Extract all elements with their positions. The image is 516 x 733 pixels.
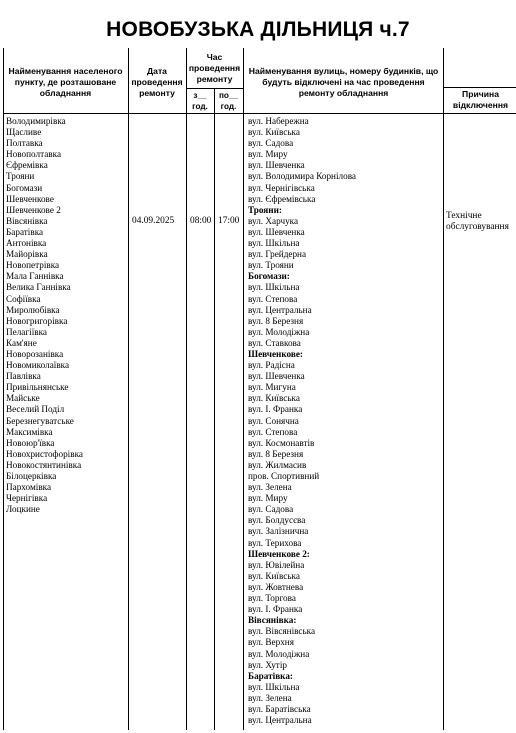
settlement-item: Миролюбівка (6, 304, 60, 315)
street-item: вул. Ювілейна (248, 559, 305, 570)
street-item: вул. Верхня (248, 637, 294, 648)
street-item: вул. Зелена (248, 692, 292, 703)
settlement-item: Пархомівка (6, 482, 52, 493)
header-reason: Причина відключення (452, 89, 509, 110)
street-item: вул. Зелена (248, 482, 292, 493)
header-date: Дата проведення ремонту (131, 66, 183, 98)
settlement-item: Велика Ганнівка (6, 282, 71, 293)
col-divider-time-mid (214, 88, 215, 730)
street-item: вул. Степова (248, 293, 298, 304)
settlement-item: Трояни (6, 171, 35, 182)
street-item: вул. Харчука (248, 215, 299, 226)
street-item: вул. Вівсянівська (248, 626, 316, 637)
street-item: вул. Центральна (248, 304, 312, 315)
col-divider-reason (443, 48, 444, 730)
street-item: вул. Хутір (248, 659, 287, 670)
street-item: вул. Терихова (248, 537, 302, 548)
settlement-item: Богомази (6, 182, 43, 193)
settlement-item: Майорівка (6, 249, 48, 260)
col-divider-streets (243, 48, 244, 730)
header-sub-divider (186, 88, 243, 89)
settlement-item: Новорозанівка (6, 348, 64, 359)
street-item: вул. Шевченка (248, 226, 305, 237)
street-section-heading: Трояни: (248, 204, 282, 215)
street-item: вул. Степова (248, 426, 298, 437)
col-divider-time (186, 48, 187, 730)
settlements-list (6, 116, 83, 515)
street-item: вул. Торгова (248, 593, 296, 604)
header-streets: Найменування вулиць, номеру будинків, що будуть відключені на час проведення ремонту обладнання (248, 66, 439, 98)
settlement-item: Новоюр'ївка (6, 437, 55, 448)
settlement-item: Павлівка (6, 371, 41, 382)
street-item: вул. Шевченка (248, 160, 305, 171)
street-item: вул. І. Франка (248, 604, 303, 615)
street-item: вул. Київська (248, 570, 300, 581)
header-time-from: з__ год. (192, 91, 208, 111)
settlement-item: Кам'яне (6, 337, 37, 348)
street-item: вул. Грейдерна (248, 249, 307, 260)
street-section-heading: Вівсянівка: (248, 615, 297, 626)
settlement-item: Лоцкине (6, 504, 40, 515)
settlement-item: Максимівка (6, 426, 53, 437)
settlement-item: Новохристофорівка (6, 448, 83, 459)
settlement-item: Щасливе (6, 127, 42, 138)
page-title: НОВОБУЗЬКА ДІЛЬНИЦЯ ч.7 (106, 18, 410, 41)
street-item: вул. Володимира Корнілова (248, 171, 356, 182)
street-item: вул. Жилмасив (248, 459, 307, 470)
street-item: вул. Молодіжна (248, 648, 310, 659)
street-item: вул. Космонавтів (248, 437, 315, 448)
street-item: вул. Київська (248, 127, 300, 138)
street-item: вул. Трояни (248, 260, 294, 271)
header-bottom-border (3, 113, 516, 114)
street-section-heading: Шевченкове 2: (248, 548, 310, 559)
street-item: вул. Садова (248, 504, 294, 515)
settlement-item: Майське (6, 393, 40, 404)
header-time-group: Час проведення ремонту (188, 52, 241, 84)
settlement-item: Веселий Поділ (6, 404, 65, 415)
settlement-item: Антонівка (6, 238, 47, 249)
settlement-item: Новополтавка (6, 149, 62, 160)
settlement-item: Білоцерківка (6, 471, 57, 481)
street-item: вул. Сонячна (248, 415, 299, 426)
street-section-heading: Шевченкове: (248, 348, 303, 359)
street-item: вул. Шкільна (248, 238, 300, 249)
settlement-item: Софіївка (6, 293, 41, 304)
street-item: вул. Радісна (248, 360, 295, 371)
street-item: вул. Шевченка (248, 371, 305, 382)
street-item: вул. Центральна (248, 715, 312, 726)
settlement-item: Єфремівка (6, 160, 48, 171)
street-item: вул. Болдусєва (248, 515, 306, 526)
street-item: вул. Шкільна (248, 282, 300, 293)
header-settlement: Найменування населеного пункту, де розташоване обладнання (8, 66, 123, 98)
settlement-item: Новокостянтинівка (6, 459, 82, 470)
street-item: пров. Спортивний (248, 471, 320, 481)
street-item: вул. І. Франка (248, 404, 303, 415)
street-item: вул. Миру (248, 493, 288, 504)
street-item: вул. Садова (248, 138, 294, 149)
settlement-item: Полтавка (6, 138, 43, 149)
streets-list (248, 116, 356, 726)
time-to: 17:00 (218, 216, 240, 226)
street-item: вул. Набережна (248, 116, 309, 126)
street-item: вул. Шкільна (248, 681, 300, 692)
street-item: вул. Чернігівська (248, 182, 315, 193)
street-section-heading: Богомази: (248, 271, 290, 282)
street-item: вул. Баратівська (248, 703, 311, 714)
settlement-item: Баратівка (6, 226, 44, 237)
settlement-item: Новогригорівка (6, 315, 68, 326)
header-time-to: по__ год. (218, 91, 239, 111)
settlement-item: Мала Ганнівка (6, 271, 64, 282)
settlement-item: Новопетрівка (6, 260, 60, 271)
repair-date: 04.09.2025 (132, 216, 175, 226)
col-divider-date (128, 48, 129, 730)
settlement-item: Привільнянське (6, 382, 69, 393)
street-item: вул. 8 Березня (248, 448, 304, 459)
street-item: вул. Молодіжна (248, 326, 310, 337)
street-item: вул. Київська (248, 393, 300, 404)
street-item: вул. 8 Березня (248, 315, 304, 326)
street-item: вул. Миру (248, 149, 288, 160)
table-border-left (3, 48, 4, 730)
street-item: вул. Залізнична (248, 526, 309, 537)
street-item: вул. Мигуна (248, 382, 296, 393)
street-item: вул. Ставкова (248, 337, 301, 348)
street-item: вул. Єфремівська (248, 193, 316, 204)
header-reason-divider (443, 87, 516, 88)
settlement-item: Вівсянівка (6, 215, 48, 226)
settlement-item: Пелагіївка (6, 326, 47, 337)
settlement-item: Шевченкове (6, 193, 54, 204)
time-from: 08:00 (190, 216, 212, 226)
outage-reason: Технічне обслуговування (446, 211, 509, 232)
street-section-heading: Баратівка: (248, 670, 293, 681)
settlement-item: Шевченкове 2 (6, 204, 61, 215)
settlement-item: Чернігівка (6, 493, 48, 504)
settlement-item: Березнегуватське (6, 415, 74, 426)
settlement-item: Новомиколаївка (6, 360, 70, 371)
street-item: вул. Жовтнева (248, 581, 304, 592)
settlement-item: Володимирівка (6, 116, 66, 126)
